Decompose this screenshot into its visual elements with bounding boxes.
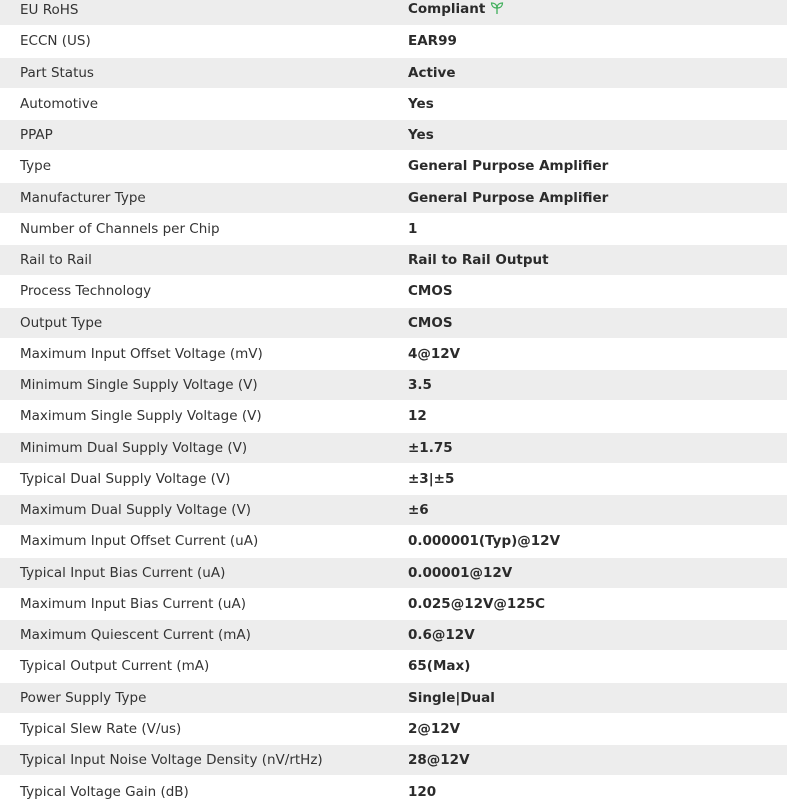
spec-value-cell <box>408 57 787 88</box>
spec-value-cell <box>408 26 787 57</box>
spec-row <box>0 151 787 182</box>
spec-value: EAR99 <box>408 33 457 50</box>
spec-label: Output Type <box>0 307 408 338</box>
spec-label: Typical Dual Supply Voltage (V) <box>0 463 408 494</box>
spec-row <box>0 745 787 776</box>
spec-value-cell <box>408 338 787 369</box>
spec-row <box>0 776 787 807</box>
spec-value: CMOS <box>408 283 453 300</box>
spec-value-cell <box>408 463 787 494</box>
spec-value: Single|Dual <box>408 689 495 706</box>
spec-label: Typical Input Bias Current (uA) <box>0 557 408 588</box>
spec-row <box>0 26 787 57</box>
spec-value: General Purpose Amplifier <box>408 189 609 206</box>
spec-value-cell <box>408 526 787 557</box>
spec-label: Maximum Quiescent Current (mA) <box>0 620 408 651</box>
spec-value-cell <box>408 151 787 182</box>
spec-label: Automotive <box>0 88 408 119</box>
spec-value: 28@12V <box>408 752 470 769</box>
spec-value: 2@12V <box>408 720 461 737</box>
spec-label: Manufacturer Type <box>0 182 408 213</box>
spec-value-cell <box>408 370 787 401</box>
spec-row <box>0 557 787 588</box>
spec-value: Rail to Rail Output <box>408 252 549 269</box>
spec-value-cell <box>408 682 787 713</box>
spec-label: Rail to Rail <box>0 245 408 276</box>
spec-label: Typical Output Current (mA) <box>0 651 408 682</box>
spec-label: Maximum Input Offset Voltage (mV) <box>0 338 408 369</box>
spec-row <box>0 88 787 119</box>
spec-value-cell <box>408 557 787 588</box>
spec-value: Yes <box>408 95 434 112</box>
spec-row <box>0 682 787 713</box>
spec-label: Part Status <box>0 57 408 88</box>
spec-row <box>0 182 787 213</box>
spec-row <box>0 0 787 26</box>
spec-value-cell <box>408 401 787 432</box>
spec-value-cell <box>408 307 787 338</box>
spec-value: 1 <box>408 220 418 237</box>
spec-label: Typical Slew Rate (V/us) <box>0 713 408 744</box>
spec-row <box>0 57 787 88</box>
spec-label: Minimum Dual Supply Voltage (V) <box>0 432 408 463</box>
spec-value-cell <box>408 432 787 463</box>
spec-value: 0.6@12V <box>408 627 475 644</box>
spec-row <box>0 338 787 369</box>
spec-label: Typical Input Noise Voltage Density (nV/rtHz) <box>0 745 408 776</box>
spec-label: Typical Voltage Gain (dB) <box>0 776 408 807</box>
spec-value-cell <box>408 182 787 213</box>
spec-value: General Purpose Amplifier <box>408 158 609 175</box>
spec-row <box>0 588 787 619</box>
spec-row <box>0 370 787 401</box>
spec-value-cell <box>408 276 787 307</box>
spec-label: Maximum Dual Supply Voltage (V) <box>0 495 408 526</box>
spec-label: Maximum Input Offset Current (uA) <box>0 526 408 557</box>
spec-label: Power Supply Type <box>0 682 408 713</box>
spec-value: 0.025@12V@125C <box>408 595 546 612</box>
spec-label: Maximum Input Bias Current (uA) <box>0 588 408 619</box>
spec-value-cell <box>408 651 787 682</box>
spec-row <box>0 432 787 463</box>
spec-label: PPAP <box>0 120 408 151</box>
spec-row <box>0 526 787 557</box>
spec-value: ±3|±5 <box>408 470 455 487</box>
spec-row <box>0 120 787 151</box>
spec-row <box>0 213 787 244</box>
spec-value-cell <box>408 120 787 151</box>
spec-label: Maximum Single Supply Voltage (V) <box>0 401 408 432</box>
spec-label: Type <box>0 151 408 182</box>
leaf-icon <box>490 1 504 19</box>
spec-value: ±1.75 <box>408 439 453 456</box>
spec-value: 0.000001(Typ)@12V <box>408 533 561 550</box>
spec-value-cell <box>408 88 787 119</box>
spec-value: ±6 <box>408 502 429 519</box>
spec-label: EU RoHS <box>0 0 408 26</box>
spec-row <box>0 651 787 682</box>
spec-value-cell <box>408 0 787 26</box>
spec-row <box>0 463 787 494</box>
spec-value: 4@12V <box>408 345 461 362</box>
spec-value-cell <box>408 620 787 651</box>
spec-value-cell <box>408 713 787 744</box>
spec-label: Number of Channels per Chip <box>0 213 408 244</box>
spec-value: Active <box>408 64 456 81</box>
spec-row <box>0 620 787 651</box>
spec-value: 0.00001@12V <box>408 564 513 581</box>
spec-value-cell <box>408 588 787 619</box>
spec-value: Compliant <box>408 1 486 18</box>
spec-row <box>0 401 787 432</box>
spec-value: 3.5 <box>408 377 432 394</box>
spec-value: Yes <box>408 127 434 144</box>
spec-value: 65(Max) <box>408 658 471 675</box>
spec-value: CMOS <box>408 314 453 331</box>
spec-value-cell <box>408 245 787 276</box>
spec-value-cell <box>408 776 787 807</box>
spec-label: ECCN (US) <box>0 26 408 57</box>
spec-value-cell <box>408 495 787 526</box>
spec-label: Process Technology <box>0 276 408 307</box>
spec-label: Minimum Single Supply Voltage (V) <box>0 370 408 401</box>
spec-row <box>0 713 787 744</box>
spec-value-cell <box>408 745 787 776</box>
spec-value-cell <box>408 213 787 244</box>
spec-row <box>0 245 787 276</box>
spec-row <box>0 276 787 307</box>
spec-value: 12 <box>408 408 427 425</box>
spec-row <box>0 307 787 338</box>
spec-value: 120 <box>408 783 437 800</box>
spec-row <box>0 495 787 526</box>
